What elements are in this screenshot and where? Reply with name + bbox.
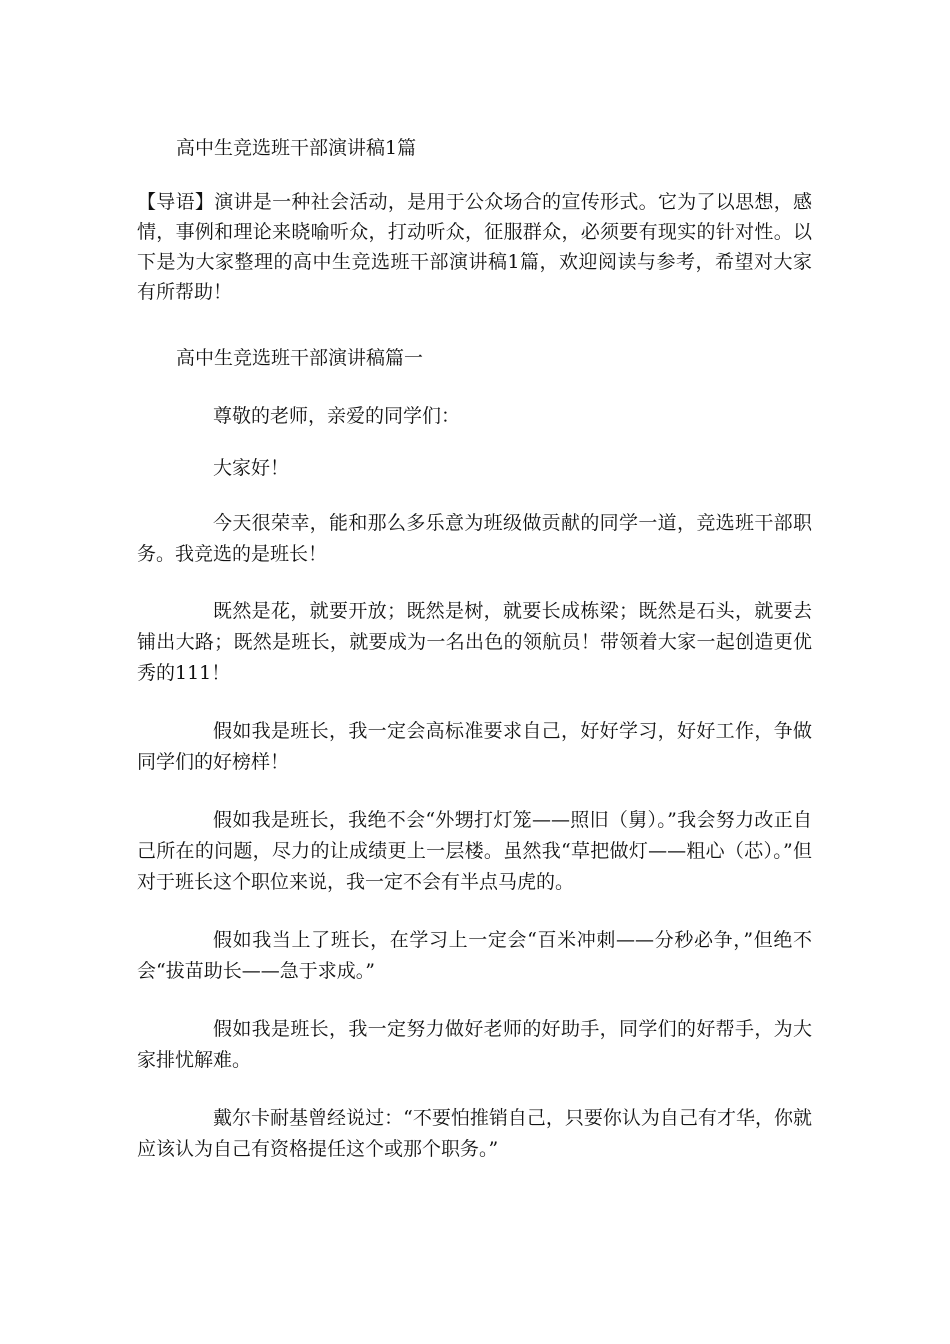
paragraph-greeting: 大家好！ [213, 457, 290, 479]
section-title: 高中生竞选班干部演讲稿篇一 [176, 347, 424, 369]
paragraph-salutation: 尊敬的老师，亲爱的同学们： [213, 405, 461, 427]
intro-text: 演讲是一种社会活动，是用于公众场合的宣传形式。它为了以思想，感情，事例和理论来晓喻听众，打动听众，征服群众，必须要有现实的针对性。以下是为大家整理的高中生竞选班干部演讲稿1篇，欢迎阅读与参考，希望对大家有所帮助！ [137, 191, 812, 303]
document-title: 高中生竞选班干部演讲稿1篇 [176, 137, 417, 159]
paragraph: 假如我是班长，我一定会高标准要求自己，好好学习，好好工作，争做同学们的好榜样！ [137, 720, 812, 773]
paragraph: 今天很荣幸，能和那么多乐意为班级做贡献的同学一道，竞选班干部职务。我竞选的是班长！ [137, 512, 812, 565]
paragraph: 既然是花，就要开放；既然是树，就要长成栋梁；既然是石头，就要去铺出大路；既然是班长，就要成为一名出色的领航员！带领着大家一起创造更优秀的111！ [137, 600, 812, 684]
paragraph: 假如我是班长，我一定努力做好老师的好助手，同学们的好帮手，为大家排忧解难。 [137, 1018, 812, 1071]
intro-tag: 【导语】 [137, 191, 215, 213]
paragraph: 假如我当上了班长，在学习上一定会“百米冲刺——分秒必争，”但绝不会“拔苗助长——急于求成。” [137, 929, 812, 982]
paragraph-quote: 戴尔卡耐基曾经说过：“不要怕推销自己，只要你认为自己有才华，你就应该认为自己有资格提任这个或那个职务。” [137, 1107, 812, 1160]
paragraph: 假如我是班长，我绝不会“外甥打灯笼——照旧（舅）。”我会努力改正自己所在的问题，尽力的让成绩更上一层楼。虽然我“草把做灯——粗心（芯）。”但对于班长这个职位来说，我一定不会有半点马虎的。 [137, 809, 812, 893]
intro-paragraph [137, 187, 812, 307]
